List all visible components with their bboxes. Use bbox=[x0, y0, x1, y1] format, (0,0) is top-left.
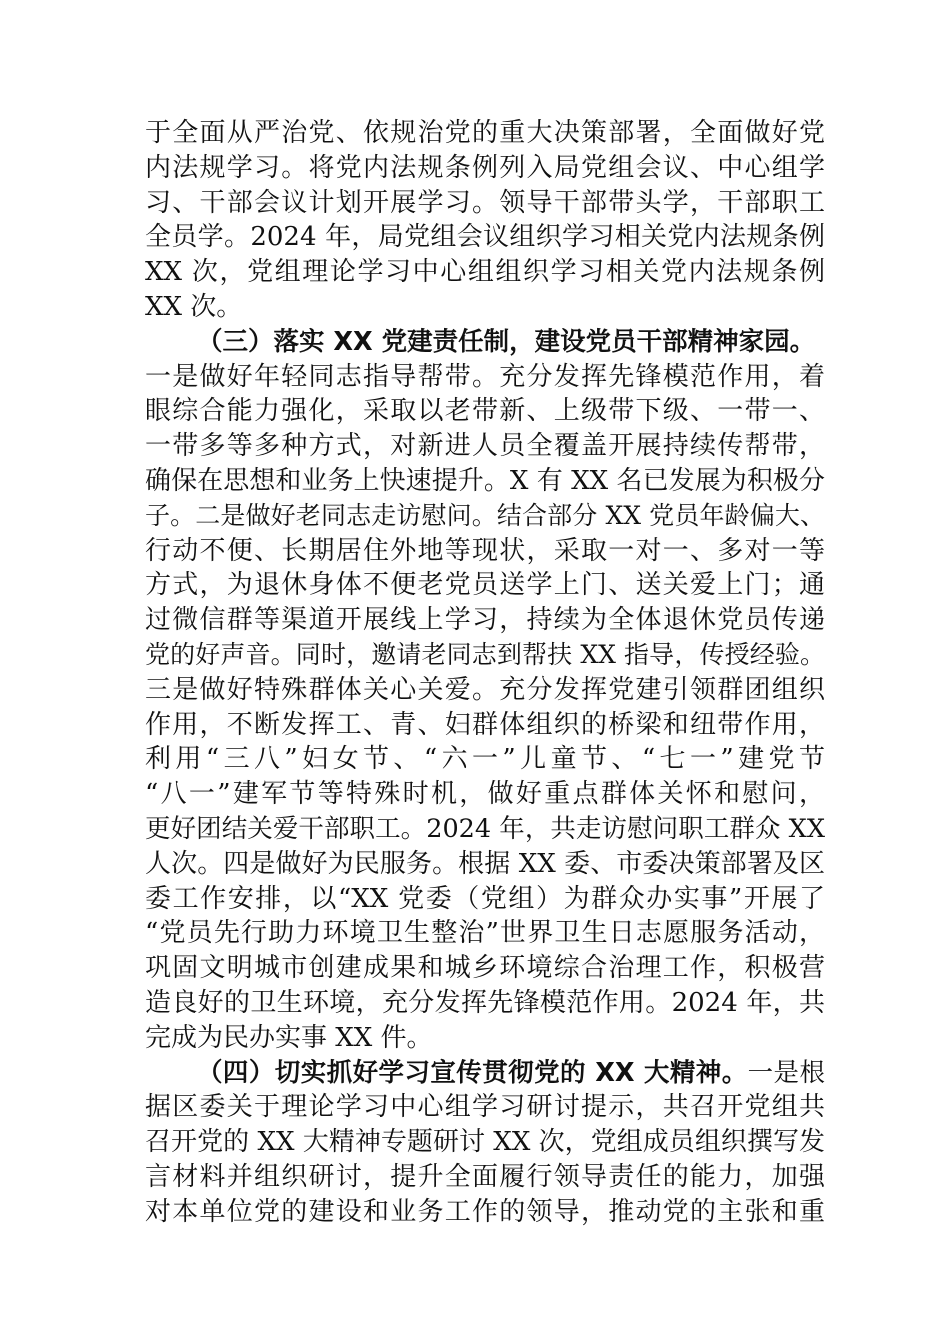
text-run: 一是根 bbox=[747, 1057, 825, 1088]
text-line: 子。二是做好老同志走访慰问。结合部分 XX 党员年龄偏大、 bbox=[145, 500, 825, 530]
text-line: 眼综合能力强化，采取以老带新、上级带下级、一带一、 bbox=[145, 396, 825, 427]
text-line: 召开党的 XX 大精神专题研讨 XX 次，党组成员组织撰写发 bbox=[145, 1127, 825, 1158]
text-line: 对本单位党的建设和业务工作的领导，推动党的主张和重 bbox=[145, 1196, 825, 1227]
text-line: 一带多等多种方式，对新进人员全覆盖开展持续传帮带， bbox=[145, 431, 825, 462]
text-line: 方式，为退休身体不便老党员送学上门、送关爱上门；通 bbox=[145, 570, 825, 601]
text-line: 一是做好年轻同志指导帮带。充分发挥先锋模范作用，着 bbox=[145, 361, 825, 392]
text-line: 三是做好特殊群体关心关爱。充分发挥党建引领群团组织 bbox=[145, 674, 825, 705]
document-body bbox=[145, 116, 825, 1230]
text-line: 言材料并组织研讨，提升全面履行领导责任的能力，加强 bbox=[145, 1161, 825, 1192]
text-line: 完成为民办实事 XX 件。 bbox=[145, 1022, 433, 1053]
text-line: 内法规学习。将党内法规条例列入局党组会议、中心组学 bbox=[145, 152, 825, 183]
text-line: “党员先行助力环境卫生整治”世界卫生日志愿服务活动， bbox=[145, 918, 825, 949]
text-line: 行动不便、长期居住外地等现状，采取一对一、多对一等 bbox=[145, 535, 825, 566]
section-heading-line bbox=[145, 1056, 825, 1091]
text-line: 全员学。2024 年，局党组会议组织学习相关党内法规条例 bbox=[145, 222, 825, 253]
text-line: “八一”建军节等特殊时机，做好重点群体关怀和慰问， bbox=[145, 779, 825, 810]
text-line: 人次。四是做好为民服务。根据 XX 委、市委决策部署及区 bbox=[145, 848, 825, 879]
text-line: 更好团结关爱干部职工。2024 年，共走访慰问职工群众 XX bbox=[145, 813, 825, 844]
section-heading-line bbox=[145, 325, 825, 360]
text-line: 巩固文明城市创建成果和城乡环境综合治理工作，积极营 bbox=[145, 953, 825, 984]
text-line: 委工作安排，以“XX 党委（党组）为群众办实事”开展了 bbox=[145, 883, 825, 914]
text-line: 过微信群等渠道开展线上学习，持续为全体退休党员传递 bbox=[145, 605, 825, 636]
text-line: 习、干部会议计划开展学习。领导干部带头学，干部职工 bbox=[145, 187, 825, 218]
text-line: 作用，不断发挥工、青、妇群体组织的桥梁和纽带作用， bbox=[145, 709, 825, 740]
section-heading-3: （三）落实 XX 党建责任制，建设党员干部精神家园。 bbox=[197, 326, 816, 357]
section-heading-4: （四）切实抓好学习宣传贯彻党的 XX 大精神。 bbox=[197, 1057, 748, 1088]
text-line: 利用“三八”妇女节、“六一”儿童节、“七一”建党节 bbox=[145, 744, 825, 775]
text-line: 党的好声音。同时，邀请老同志到帮扶 XX 指导，传授经验。 bbox=[145, 639, 825, 669]
text-line: 于全面从严治党、依规治党的重大决策部署，全面做好党 bbox=[145, 118, 825, 148]
text-line: XX 次。 bbox=[145, 291, 243, 322]
text-line: 据区委关于理论学习中心组学习研讨提示，共召开党组共 bbox=[145, 1092, 825, 1123]
text-line: 确保在思想和业务上快速提升。X 有 XX 名已发展为积极分 bbox=[145, 465, 825, 496]
text-line: XX 次，党组理论学习中心组组织学习相关党内法规条例 bbox=[145, 257, 825, 288]
text-line: 造良好的卫生环境，充分发挥先锋模范作用。2024 年，共 bbox=[145, 987, 825, 1018]
